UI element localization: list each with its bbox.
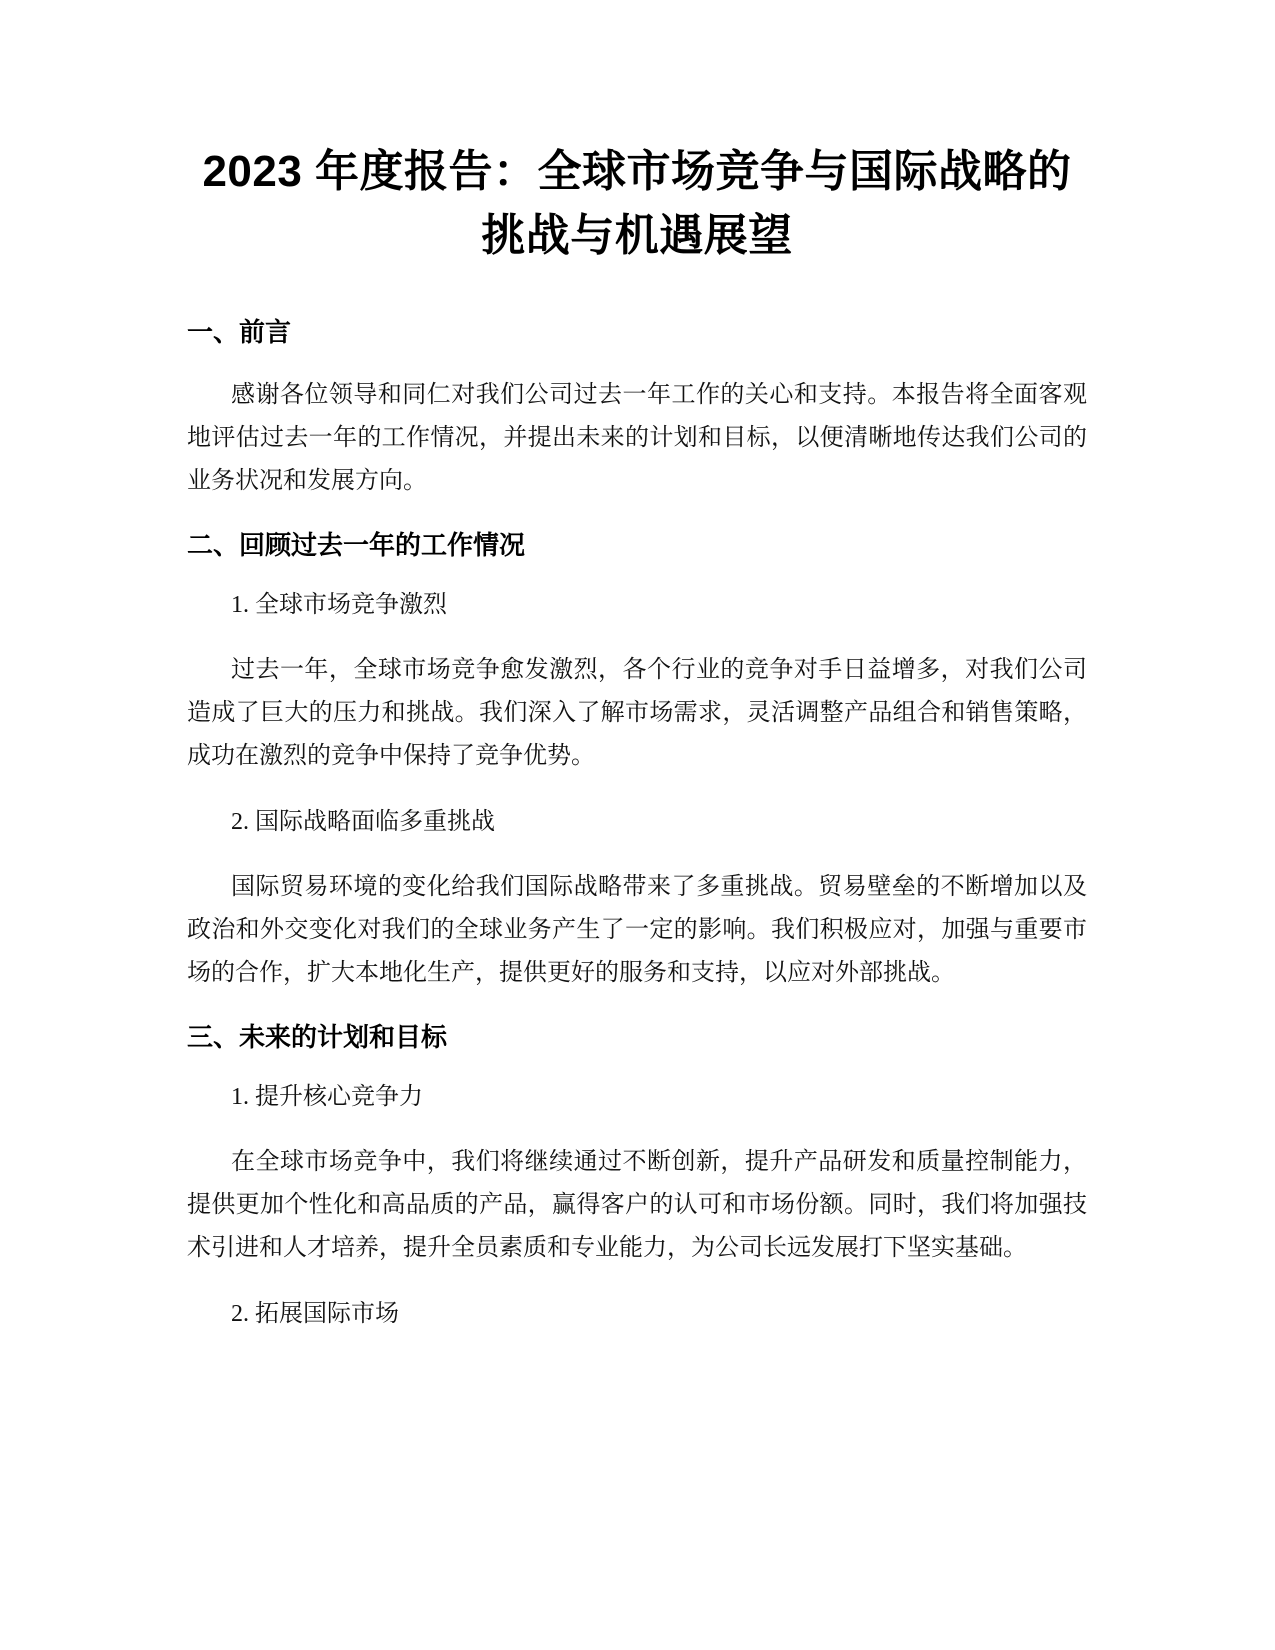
section-heading-review: 二、回顾过去一年的工作情况 [187,530,526,560]
plans-item-2-title: 2. 拓展国际市场 [231,1301,399,1327]
title-line-2: 挑战与机遇展望 [481,211,793,260]
section-heading-plans: 三、未来的计划和目标 [187,1022,448,1052]
preface-paragraph: 感谢各位领导和同仁对我们公司过去一年工作的关心和支持。本报告将全面客观地评估过去一年的工作情况，并提出未来的计划和目标，以便清晰地传达我们公司的业务状况和发展方向。 [187,382,1087,494]
review-item-2-title: 2. 国际战略面临多重挑战 [231,809,495,835]
review-item-1-body: 过去一年，全球市场竞争愈发激烈，各个行业的竞争对手日益增多，对我们公司造成了巨大的压力和挑战。我们深入了解市场需求，灵活调整产品组合和销售策略，成功在激烈的竞争中保持了竞争优势。 [187,657,1087,769]
review-item-1-title: 1. 全球市场竞争激烈 [231,592,447,618]
section-heading-preface: 一、前言 [187,317,292,347]
plans-item-1-body: 在全球市场竞争中，我们将继续通过不断创新，提升产品研发和质量控制能力，提供更加个性化和高品质的产品，赢得客户的认可和市场份额。同时，我们将加强技术引进和人才培养，提升全员素质和专业能力，为公司长远发展打下坚实基础。 [187,1149,1087,1261]
plans-item-1-title: 1. 提升核心竞争力 [231,1084,423,1110]
document-title [187,140,1087,268]
document-content [187,140,1087,1332]
review-item-2-body: 国际贸易环境的变化给我们国际战略带来了多重挑战。贸易壁垒的不断增加以及政治和外交变化对我们的全球业务产生了一定的影响。我们积极应对，加强与重要市场的合作，扩大本地化生产，提供更好的服务和支持，以应对外部挑战。 [187,874,1087,986]
title-line-1: 2023 年度报告：全球市场竞争与国际战略的 [202,147,1072,196]
